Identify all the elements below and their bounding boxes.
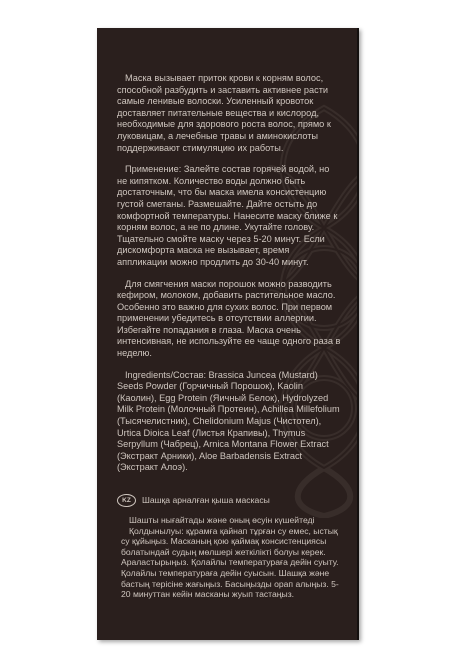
usage-paragraph: Применение: Залейте состав горячей водой, но не кипятком. Количество воды должно быть достаточным, что бы маска имела консистенцию густой сметаны. Размешайте. Дайте остыть до комфортной температуры. Нанесите маску ближе к корням волос, а не по длине. Укутайте голову. Тщательно смойте маску через 5-20 минут. Если дискомфорта маска не вызывает, время аппликации можно продлить до 30-40 минут. (117, 164, 338, 267)
intro-paragraph: Маска вызывает приток крови к корням волос, способной разбудить и заставить активнее расти самые ленивые волоски. Усиленный кровоток доставляет питательные вещества и кислород, необходимые для здорового роста волос, прямо к луковицам, а лечебные травы и аминокислоты поддерживают стимуляцию их работы. (117, 73, 331, 153)
kz-language-badge: KZ (117, 494, 136, 507)
kz-header (117, 492, 342, 508)
softening-paragraph: Для смягчения маски порошок можно разводить кефиром, молоком, добавить растительное масло. Особенно это важно для сухих волос. При первом применении убедитесь в отсутствии аллергии. Избегайте попадания в глаза. Маска очень интенсивная, не используйте ее чаще одного раза в неделю. (117, 278, 341, 359)
kz-intro: Шашты нығайтады және оның өсуін күшейтеді (129, 515, 315, 525)
kz-product-title: Шашқа арналған қыша маскасы (142, 495, 270, 505)
russian-description (117, 73, 342, 484)
kazakh-description (121, 515, 339, 600)
kz-usage: Қолдынылуы: құрамға қайнап тұрған су емес, ыстық су құйыңыз. Масканың қою қаймақ консистенциясы болатындай судың мөлшері жеткілікті болуы керек. Араластырыңыз. Қолайлы температураға дейін суыту. Қолайлы температураға дейін суысын. Шашқа және бастың терісіне жағыңыз. Басыңызды орап алыңыз. 5-20 минуттан кейін масканы жуып тастаңыз. (121, 525, 339, 600)
ingredients-paragraph: Ingredients/Состав: Brassica Juncea (Mustard) Seeds Powder (Горчичный Порошок), Kaolin (Каолин), Egg Protein (Яичный Белок), Hydrolyzed Milk Protein (Молочный Протеин), Achillea Millefolium (Тысячелистник), Chelidonium Majus (Чистотел), Urtica Dioica Leaf (Листья Крапивы), Thymus Serpyllum (Чабрец), Arnica Montana Flower Extract (Экстракт Арники), Aloe Barbadensis Extract (Экстракт Алоэ). (117, 369, 340, 473)
